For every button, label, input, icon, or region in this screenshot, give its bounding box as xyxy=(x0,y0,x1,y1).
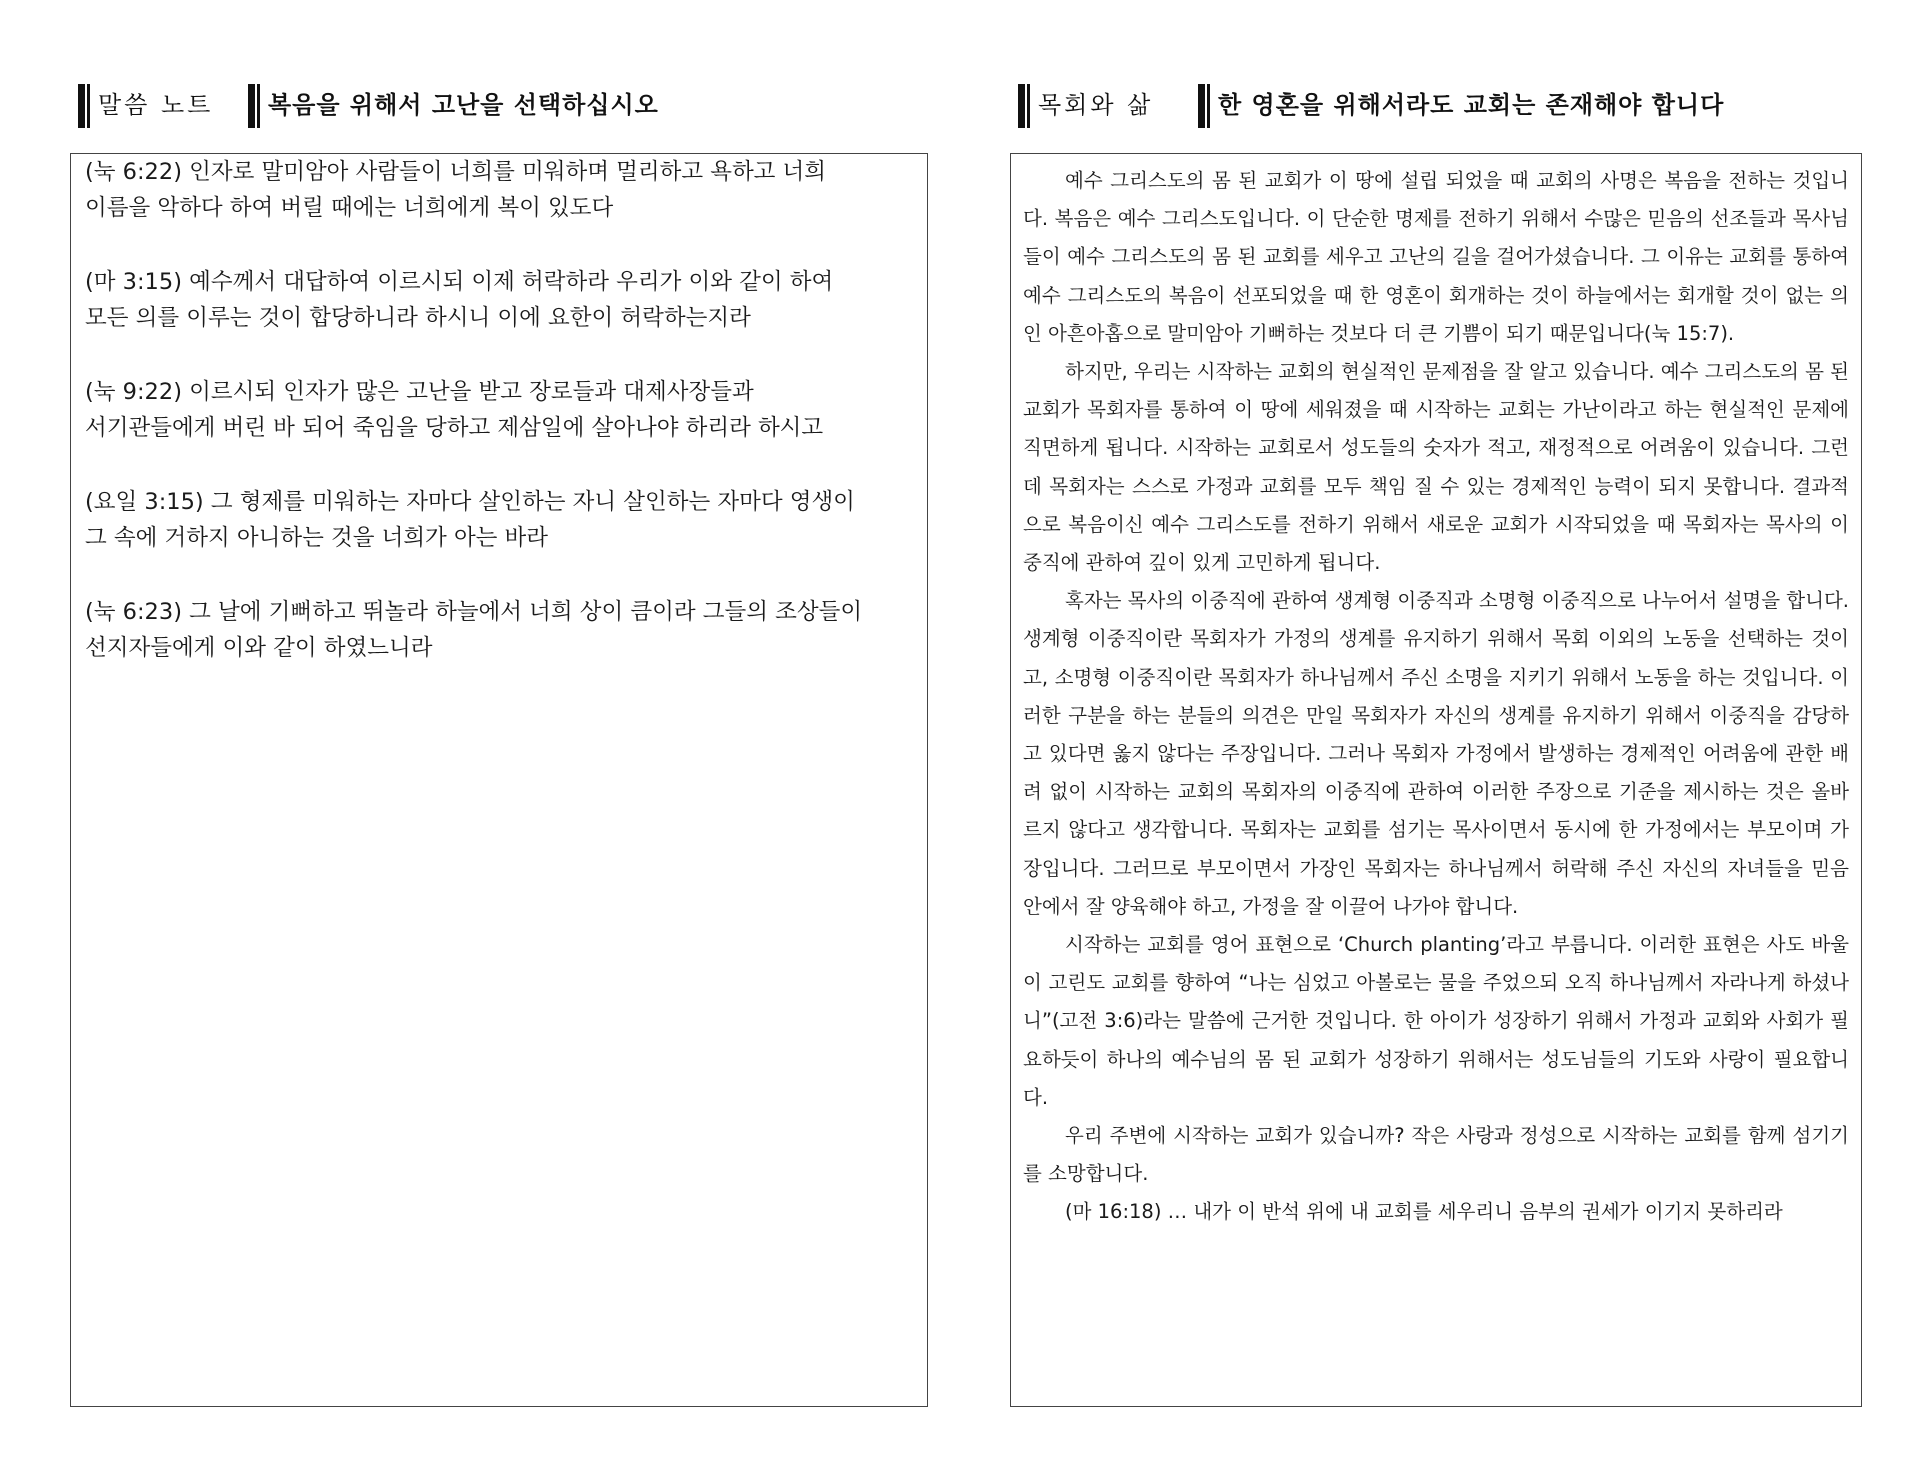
verse-item xyxy=(85,154,913,226)
verse-item xyxy=(85,374,913,446)
header-bar-icon xyxy=(248,84,257,128)
right-header-label: 목회와 삶 xyxy=(1038,91,1154,119)
left-header-label: 말씀 노트 xyxy=(98,91,214,119)
article-paragraph: 우리 주변에 시작하는 교회가 있습니까? 작은 사랑과 정성으로 시작하는 교회를 함께 섬기기를 소망합니다. xyxy=(1023,1124,1849,1186)
left-header-title: 복음을 위해서 고난을 선택하십시오 xyxy=(268,91,659,119)
verse-line: (요일 3:15) 그 형제를 미워하는 자마다 살인하는 자니 살인하는 자마다 영생이 xyxy=(85,489,855,515)
header-bar-icon xyxy=(78,84,87,128)
article-paragraph: 혹자는 목사의 이중직에 관하여 생계형 이중직과 소명형 이중직으로 나누어서 설명을 합니다. 생계형 이중직이란 목회자가 가정의 생계를 유지하기 위해서 목회 이외의 노동을 선택하는 것이고, 소명형 이중직이란 목회자가 하나님께서 주신 소명을 지키기 위해서 노동을 하는 것입니다. 이러한 구분을 하는 분들의 의견은 만일 목회자가 자신의 생계를 유지하기 위해서 이중직을 감당하고 있다면 옳지 않다는 주장입니다. 그러나 목회자 가정에서 발생하는 경제적인 어려움에 관한 배려 없이 시작하는 교회의 목회자의 이중직에 관하여 이러한 주장으로 기준을 제시하는 것은 올바르지 않다고 생각합니다. 목회자는 교회를 섬기는 목사이면서 동시에 한 가정에서는 부모이며 가장입니다. 그러므로 부모이면서 가장인 목회자는 하나님께서 허락해 주신 자신의 자녀들을 믿음 안에서 잘 양육해야 하고, 가정을 잘 이끌어 나가야 합니다. xyxy=(1023,589,1849,918)
verse-line: (눅 6:22) 인자로 말미암아 사람들이 너희를 미워하며 멀리하고 욕하고 너희 xyxy=(85,159,827,185)
verse-item xyxy=(85,484,913,556)
verse-line: (눅 6:23) 그 날에 기뻐하고 뛰놀라 하늘에서 너희 상이 큼이라 그들의 조상들이 xyxy=(85,599,863,625)
verse-line: (눅 9:22) 이르시되 인자가 많은 고난을 받고 장로들과 대제사장들과 xyxy=(85,379,754,405)
article-paragraph: 하지만, 우리는 시작하는 교회의 현실적인 문제점을 잘 알고 있습니다. 예수 그리스도의 몸 된 교회가 목회자를 통하여 이 땅에 세워졌을 때 시작하는 교회는 가난이라고 하는 현실적인 문제에 직면하게 됩니다. 시작하는 교회로서 성도들의 숫자가 적고, 재정적으로 어려움이 있습니다. 그런데 목회자는 스스로 가정과 교회를 모두 책임 질 수 있는 경제적인 능력이 되지 못합니다. 결과적으로 복음이신 예수 그리스도를 전하기 위해서 새로운 교회가 시작되었을 때 목회자는 목사의 이중직에 관하여 깊이 있게 고민하게 됩니다. xyxy=(1023,360,1849,575)
verse-line: 서기관들에게 버린 바 되어 죽임을 당하고 제삼일에 살아나야 하리라 하시고 xyxy=(85,415,824,441)
scripture-box xyxy=(70,153,928,1407)
article-paragraph: 시작하는 교회를 영어 표현으로 ‘Church planting’라고 부릅니다. 이러한 표현은 사도 바울이 고린도 교회를 향하여 “나는 심었고 아볼로는 물을 주었으되 오직 하나님께서 자라나게 하셨나니”(고전 3:6)라는 말씀에 근거한 것입니다. 한 아이가 성장하기 위해서 가정과 교회와 사회가 필요하듯이 하나의 예수님의 몸 된 교회가 성장하기 위해서는 성도님들의 기도와 사랑이 필요합니다. xyxy=(1023,933,1849,1109)
header-bar-icon xyxy=(1198,84,1207,128)
header-bar-icon xyxy=(1018,84,1027,128)
article-paragraph: 예수 그리스도의 몸 된 교회가 이 땅에 설립 되었을 때 교회의 사명은 복음을 전하는 것입니다. 복음은 예수 그리스도입니다. 이 단순한 명제를 전하기 위해서 수많은 믿음의 선조들과 목사님들이 예수 그리스도의 몸 된 교회를 세우고 고난의 길을 걸어가셨습니다. 그 이유는 교회를 통하여 예수 그리스도의 복음이 선포되었을 때 한 영혼이 회개하는 것이 하늘에서는 회개할 것이 없는 의인 아흔아홉으로 말미암아 기뻐하는 것보다 더 큰 기쁨이 되기 때문입니다(눅 15:7). xyxy=(1023,169,1849,345)
verse-item xyxy=(85,594,913,666)
verse-line: 모든 의를 이루는 것이 합당하니라 하시니 이에 요한이 허락하는지라 xyxy=(85,305,751,331)
article-box xyxy=(1010,153,1862,1407)
verse-line: 그 속에 거하지 아니하는 것을 너희가 아는 바라 xyxy=(85,525,549,551)
right-header-title: 한 영혼을 위해서라도 교회는 존재해야 합니다 xyxy=(1218,91,1725,119)
verse-line: (마 3:15) 예수께서 대답하여 이르시되 이제 허락하라 우리가 이와 같이 하여 xyxy=(85,269,834,295)
verse-item xyxy=(85,264,913,336)
verse-line: 선지자들에게 이와 같이 하였느니라 xyxy=(85,635,433,661)
verse-line: 이름을 악하다 하여 버릴 때에는 너희에게 복이 있도다 xyxy=(85,195,614,221)
closing-verse: (마 16:18) … 내가 이 반석 위에 내 교회를 세우리니 음부의 권세가 이기지 못하리라 xyxy=(1065,1200,1783,1224)
